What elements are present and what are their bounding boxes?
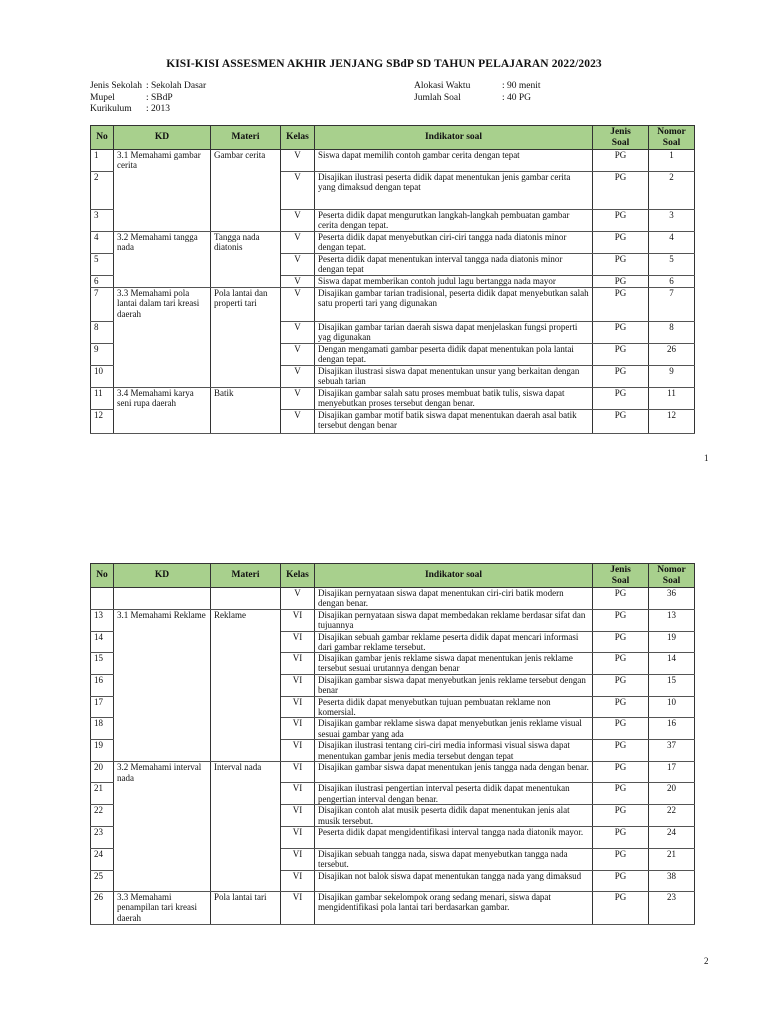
meta-label: Alokasi Waktu [414, 81, 471, 91]
cell-no: 25 [91, 871, 114, 892]
header-indikator [315, 564, 593, 588]
cell-no: 6 [91, 276, 114, 288]
header-kd-text: KD [154, 132, 170, 143]
cell-jenis: PG [593, 322, 649, 344]
header-jenis-soal [593, 564, 649, 588]
cell-kelas: V [281, 276, 315, 288]
header-nomor-soal-text: Nomor [657, 565, 686, 575]
cell-kd: 3.2 Memahami interval nada [114, 762, 211, 783]
cell-jenis: PG [593, 783, 649, 805]
cell-materi [211, 740, 281, 762]
cell-jenis: PG [593, 762, 649, 783]
cell-kd: 3.4 Memahami karya seni rupa daerah [114, 388, 211, 410]
cell-indikator: Disajikan gambar sekelompok orang sedang menari, siswa dapat mengidentifikasi pola lantai tari berdasarkan gambar. [315, 892, 593, 925]
header-nomor-soal [649, 564, 695, 588]
cell-materi: Interval nada [211, 762, 281, 783]
table-row [91, 783, 695, 805]
cell-kelas: VI [281, 827, 315, 849]
cell-indikator: Disajikan gambar tarian tradisional, peserta didik dapat menyebutkan salah satu properti tari yang digunakan [315, 288, 593, 322]
header-kd-text: KD [154, 570, 170, 581]
cell-jenis: PG [593, 805, 649, 827]
cell-kelas: V [281, 410, 315, 434]
cell-indikator: Disajikan ilustrasi pengertian interval peserta didik dapat menentukan pengertian interval dengan benar. [315, 783, 593, 805]
table-row [91, 232, 695, 254]
cell-indikator: Disajikan not balok siswa dapat menentukan tangga nada yang dimaksud [315, 871, 593, 892]
cell-nomor: 10 [649, 696, 695, 718]
cell-jenis: PG [593, 892, 649, 925]
header-jenis-soal-text: Soal [611, 575, 630, 586]
cell-nomor: 1 [649, 150, 695, 172]
table-header-row [91, 126, 695, 150]
cell-indikator: Siswa dapat memberikan contoh judul lagu bertangga nada mayor [315, 276, 593, 288]
cell-indikator: Peserta didik dapat menyebutkan ciri-ciri tangga nada diatonis minor dengan tepat. [315, 232, 593, 254]
header-nomor-soal-text: Soal [662, 575, 681, 586]
header-indikator-text: Indikator soal [424, 570, 483, 581]
meta-school-type [90, 81, 206, 93]
cell-no: 23 [91, 827, 114, 849]
header-nomor-soal-text: Nomor [657, 127, 686, 137]
cell-kelas: VI [281, 892, 315, 925]
blueprint-table-page-1 [90, 125, 695, 434]
cell-nomor: 9 [649, 366, 695, 388]
meta-value: : Sekolah Dasar [146, 81, 207, 91]
cell-jenis: PG [593, 366, 649, 388]
table-row [91, 805, 695, 827]
cell-indikator: Disajikan gambar jenis reklame siswa dapat menentukan jenis reklame tersebut sesuai urutannya dengan benar [315, 653, 593, 675]
cell-indikator: Disajikan gambar salah satu proses membuat batik tulis, siswa dapat menyebutkan proses tersebut dengan benar. [315, 388, 593, 410]
cell-kd [114, 588, 211, 610]
page-number: 1 [704, 453, 709, 463]
cell-kd [114, 740, 211, 762]
header-kelas [281, 126, 315, 150]
meta-right [414, 81, 541, 104]
table-row [91, 762, 695, 783]
cell-no: 18 [91, 718, 114, 740]
cell-no: 8 [91, 322, 114, 344]
cell-materi [211, 588, 281, 610]
meta-value: : 40 PG [502, 92, 532, 103]
cell-indikator: Disajikan gambar reklame siswa dapat menyebutkan jenis reklame visual sesuai gambar yang ada [315, 718, 593, 740]
cell-materi [211, 210, 281, 232]
cell-materi: Batik [211, 388, 281, 410]
cell-no: 1 [91, 150, 114, 172]
cell-materi [211, 805, 281, 827]
meta-question-count [414, 93, 541, 105]
cell-jenis: PG [593, 172, 649, 210]
header-kelas-text: Kelas [286, 570, 309, 581]
table-row [91, 827, 695, 849]
header-nomor-soal-text: Soal [662, 137, 681, 148]
cell-jenis: PG [593, 609, 649, 631]
cell-nomor: 3 [649, 210, 695, 232]
cell-nomor: 37 [649, 740, 695, 762]
cell-jenis: PG [593, 849, 649, 871]
cell-kelas: VI [281, 718, 315, 740]
cell-nomor: 19 [649, 631, 695, 653]
cell-indikator: Siswa dapat memilih contoh gambar cerita dengan tepat [315, 150, 593, 172]
cell-kelas: V [281, 366, 315, 388]
cell-no: 19 [91, 740, 114, 762]
table-row [91, 631, 695, 653]
table-row [91, 254, 695, 276]
cell-indikator: Peserta didik dapat menentukan interval tangga nada diatonis minor dengan tepat [315, 254, 593, 276]
cell-kelas: VI [281, 631, 315, 653]
cell-materi [211, 344, 281, 366]
cell-no: 14 [91, 631, 114, 653]
cell-nomor: 11 [649, 388, 695, 410]
cell-nomor: 5 [649, 254, 695, 276]
cell-nomor: 4 [649, 232, 695, 254]
cell-no: 5 [91, 254, 114, 276]
cell-kelas: VI [281, 849, 315, 871]
cell-nomor: 16 [649, 718, 695, 740]
cell-jenis: PG [593, 232, 649, 254]
cell-indikator: Disajikan sebuah gambar reklame peserta didik dapat mencari informasi dari gambar reklame tersebut. [315, 631, 593, 653]
cell-materi [211, 254, 281, 276]
cell-jenis: PG [593, 740, 649, 762]
meta-label: Mupel [90, 92, 115, 103]
cell-materi [211, 366, 281, 388]
cell-jenis: PG [593, 288, 649, 322]
cell-kd [114, 871, 211, 892]
cell-kelas: V [281, 232, 315, 254]
table-row [91, 740, 695, 762]
cell-materi [211, 410, 281, 434]
cell-materi [211, 783, 281, 805]
table-row [91, 892, 695, 925]
cell-nomor: 15 [649, 675, 695, 697]
cell-no [91, 588, 114, 610]
table-row [91, 609, 695, 631]
cell-indikator: Disajikan pernyataan siswa dapat menentukan ciri-ciri batik modern dengan benar. [315, 588, 593, 610]
cell-indikator: Disajikan gambar tarian daerah siswa dapat menjelaskan fungsi properti yag digunakan [315, 322, 593, 344]
cell-indikator: Disajikan ilustrasi siswa dapat menentukan unsur yang berkaitan dengan sebuah tarian [315, 366, 593, 388]
cell-kd: 3.1 Memahami Reklame [114, 609, 211, 631]
cell-materi [211, 322, 281, 344]
cell-kd [114, 172, 211, 210]
cell-materi [211, 827, 281, 849]
table-row [91, 388, 695, 410]
cell-kelas: VI [281, 653, 315, 675]
cell-indikator: Disajikan sebuah tangga nada, siswa dapat menyebutkan tangga nada tersebut. [315, 849, 593, 871]
cell-materi: Reklame [211, 609, 281, 631]
cell-kd [114, 322, 211, 344]
cell-no: 24 [91, 849, 114, 871]
meta-value: : 2013 [146, 104, 171, 114]
meta-label: Jenis Sekolah [90, 81, 142, 91]
cell-materi: Tangga nada diatonis [211, 232, 281, 254]
cell-kelas: VI [281, 783, 315, 805]
cell-nomor: 17 [649, 762, 695, 783]
cell-indikator: Disajikan pernyataan siswa dapat membedakan reklame berdasar sifat dan tujuannya [315, 609, 593, 631]
header-kd [114, 564, 211, 588]
cell-no: 16 [91, 675, 114, 697]
cell-nomor: 6 [649, 276, 695, 288]
header-jenis-soal [593, 126, 649, 150]
cell-kd [114, 783, 211, 805]
cell-jenis: PG [593, 718, 649, 740]
header-no-text: No [96, 570, 108, 581]
cell-kelas: VI [281, 871, 315, 892]
header-no-text: No [96, 132, 108, 143]
cell-nomor: 7 [649, 288, 695, 322]
cell-jenis: PG [593, 588, 649, 610]
cell-kelas: V [281, 150, 315, 172]
cell-indikator: Disajikan ilustrasi peserta didik dapat menentukan jenis gambar cerita yang dimaksud dengan tepat [315, 172, 593, 210]
meta-label: Jumlah Soal [414, 92, 461, 103]
table-row [91, 675, 695, 697]
blueprint-table-page-2 [90, 563, 695, 925]
cell-kd [114, 344, 211, 366]
cell-kd [114, 718, 211, 740]
cell-no: 20 [91, 762, 114, 783]
cell-indikator: Disajikan gambar motif batik siswa dapat menentukan daerah asal batik tersebut dengan benar [315, 410, 593, 434]
cell-jenis: PG [593, 276, 649, 288]
cell-nomor: 24 [649, 827, 695, 849]
meta-time-allocation [414, 81, 541, 93]
cell-jenis: PG [593, 410, 649, 434]
table-row [91, 276, 695, 288]
cell-jenis: PG [593, 653, 649, 675]
table-header-row [91, 564, 695, 588]
header-materi [211, 564, 281, 588]
cell-materi [211, 696, 281, 718]
cell-nomor: 26 [649, 344, 695, 366]
cell-materi [211, 276, 281, 288]
cell-no: 3 [91, 210, 114, 232]
cell-nomor: 8 [649, 322, 695, 344]
header-jenis-soal-text: Jenis [610, 565, 631, 575]
cell-no: 21 [91, 783, 114, 805]
cell-no: 13 [91, 609, 114, 631]
document-title: KISI-KISI ASSESMEN AKHIR JENJANG SBdP SD TAHUN PELAJARAN 2022/2023 [166, 58, 602, 70]
cell-nomor: 22 [649, 805, 695, 827]
cell-no: 10 [91, 366, 114, 388]
cell-kd: 3.3 Memahami penampilan tari kreasi daerah [114, 892, 211, 925]
cell-no: 4 [91, 232, 114, 254]
cell-no: 9 [91, 344, 114, 366]
table-row [91, 172, 695, 210]
header-indikator [315, 126, 593, 150]
cell-kd [114, 631, 211, 653]
cell-kelas: VI [281, 762, 315, 783]
cell-kelas: V [281, 254, 315, 276]
header-kelas-text: Kelas [286, 132, 309, 143]
cell-kd [114, 366, 211, 388]
table-row [91, 410, 695, 434]
cell-kelas: V [281, 288, 315, 322]
cell-no: 7 [91, 288, 114, 322]
cell-materi: Pola lantai dan properti tari [211, 288, 281, 322]
header-jenis-soal-text: Jenis [610, 127, 631, 137]
cell-materi [211, 172, 281, 210]
cell-nomor: 38 [649, 871, 695, 892]
table-row [91, 871, 695, 892]
header-materi-text: Materi [231, 570, 260, 581]
cell-kd [114, 254, 211, 276]
cell-kd [114, 210, 211, 232]
cell-kd [114, 653, 211, 675]
cell-no: 15 [91, 653, 114, 675]
header-nomor-soal [649, 126, 695, 150]
cell-no: 26 [91, 892, 114, 925]
cell-no: 12 [91, 410, 114, 434]
cell-materi [211, 718, 281, 740]
cell-kelas: V [281, 210, 315, 232]
table-row [91, 653, 695, 675]
cell-indikator: Dengan mengamati gambar peserta didik dapat menentukan pola lantai dengan tepat. [315, 344, 593, 366]
table-row [91, 718, 695, 740]
cell-kelas: V [281, 588, 315, 610]
cell-kelas: V [281, 322, 315, 344]
cell-kelas: VI [281, 805, 315, 827]
table-row [91, 849, 695, 871]
table-row [91, 210, 695, 232]
cell-materi [211, 653, 281, 675]
cell-indikator: Disajikan gambar siswa dapat menentukan jenis tangga nada dengan benar. [315, 762, 593, 783]
header-materi-text: Materi [231, 132, 260, 143]
header-materi [211, 126, 281, 150]
cell-no: 11 [91, 388, 114, 410]
cell-jenis: PG [593, 675, 649, 697]
cell-jenis: PG [593, 631, 649, 653]
cell-kd [114, 675, 211, 697]
table-row [91, 322, 695, 344]
cell-jenis: PG [593, 344, 649, 366]
cell-indikator: Disajikan gambar siswa dapat menyebutkan jenis reklame tersebut dengan benar [315, 675, 593, 697]
cell-nomor: 21 [649, 849, 695, 871]
cell-kd [114, 696, 211, 718]
table-row [91, 588, 695, 610]
cell-kelas: V [281, 388, 315, 410]
cell-kelas: VI [281, 696, 315, 718]
cell-nomor: 13 [649, 609, 695, 631]
cell-jenis: PG [593, 388, 649, 410]
meta-value: : 90 menit [502, 81, 541, 91]
cell-kelas: VI [281, 609, 315, 631]
cell-no: 17 [91, 696, 114, 718]
table-row [91, 696, 695, 718]
cell-indikator: Peserta didik dapat menyebutkan tujuan pembuatan reklame non komersial. [315, 696, 593, 718]
cell-kd: 3.2 Memahami tangga nada [114, 232, 211, 254]
meta-value: : SBdP [146, 92, 173, 103]
cell-kelas: V [281, 172, 315, 210]
cell-indikator: Peserta didik dapat mengidentifikasi interval tangga nada diatonik mayor. [315, 827, 593, 849]
cell-jenis: PG [593, 827, 649, 849]
cell-materi: Pola lantai tari [211, 892, 281, 925]
cell-kelas: VI [281, 675, 315, 697]
meta-left [90, 81, 206, 116]
meta-curriculum [90, 104, 206, 116]
header-kd [114, 126, 211, 150]
cell-kd: 3.3 Memahami pola lantai dalam tari kreasi daerah [114, 288, 211, 322]
cell-no: 22 [91, 805, 114, 827]
cell-materi [211, 871, 281, 892]
cell-jenis: PG [593, 871, 649, 892]
cell-nomor: 12 [649, 410, 695, 434]
header-indikator-text: Indikator soal [424, 132, 483, 143]
header-kelas [281, 564, 315, 588]
cell-nomor: 20 [649, 783, 695, 805]
cell-jenis: PG [593, 254, 649, 276]
cell-kelas: V [281, 344, 315, 366]
meta-subject [90, 93, 206, 105]
cell-kd [114, 276, 211, 288]
cell-materi [211, 849, 281, 871]
table-row [91, 366, 695, 388]
cell-nomor: 14 [649, 653, 695, 675]
table-row [91, 288, 695, 322]
cell-kd [114, 805, 211, 827]
cell-indikator: Disajikan contoh alat musik peserta didik dapat menentukan jenis alat musik tersebut. [315, 805, 593, 827]
cell-no: 2 [91, 172, 114, 210]
header-jenis-soal-text: Soal [611, 137, 630, 148]
cell-indikator: Disajikan ilustrasi tentang ciri-ciri media informasi visual siswa dapat menentukan gambar jenis media tersebut dengan tepat [315, 740, 593, 762]
meta-label: Kurikulum [90, 104, 132, 114]
cell-jenis: PG [593, 210, 649, 232]
cell-materi [211, 675, 281, 697]
page-number: 2 [704, 956, 709, 966]
table-row [91, 150, 695, 172]
cell-kd [114, 410, 211, 434]
header-no [91, 126, 114, 150]
cell-materi [211, 631, 281, 653]
cell-kd: 3.1 Memahami gambar cerita [114, 150, 211, 172]
cell-jenis: PG [593, 150, 649, 172]
cell-nomor: 36 [649, 588, 695, 610]
table-row [91, 344, 695, 366]
cell-nomor: 2 [649, 172, 695, 210]
header-no [91, 564, 114, 588]
cell-kd [114, 827, 211, 849]
cell-kelas: VI [281, 740, 315, 762]
cell-jenis: PG [593, 696, 649, 718]
cell-nomor: 23 [649, 892, 695, 925]
cell-indikator: Peserta didik dapat mengurutkan langkah-langkah pembuatan gambar cerita dengan tepat. [315, 210, 593, 232]
cell-kd [114, 849, 211, 871]
cell-materi: Gambar cerita [211, 150, 281, 172]
